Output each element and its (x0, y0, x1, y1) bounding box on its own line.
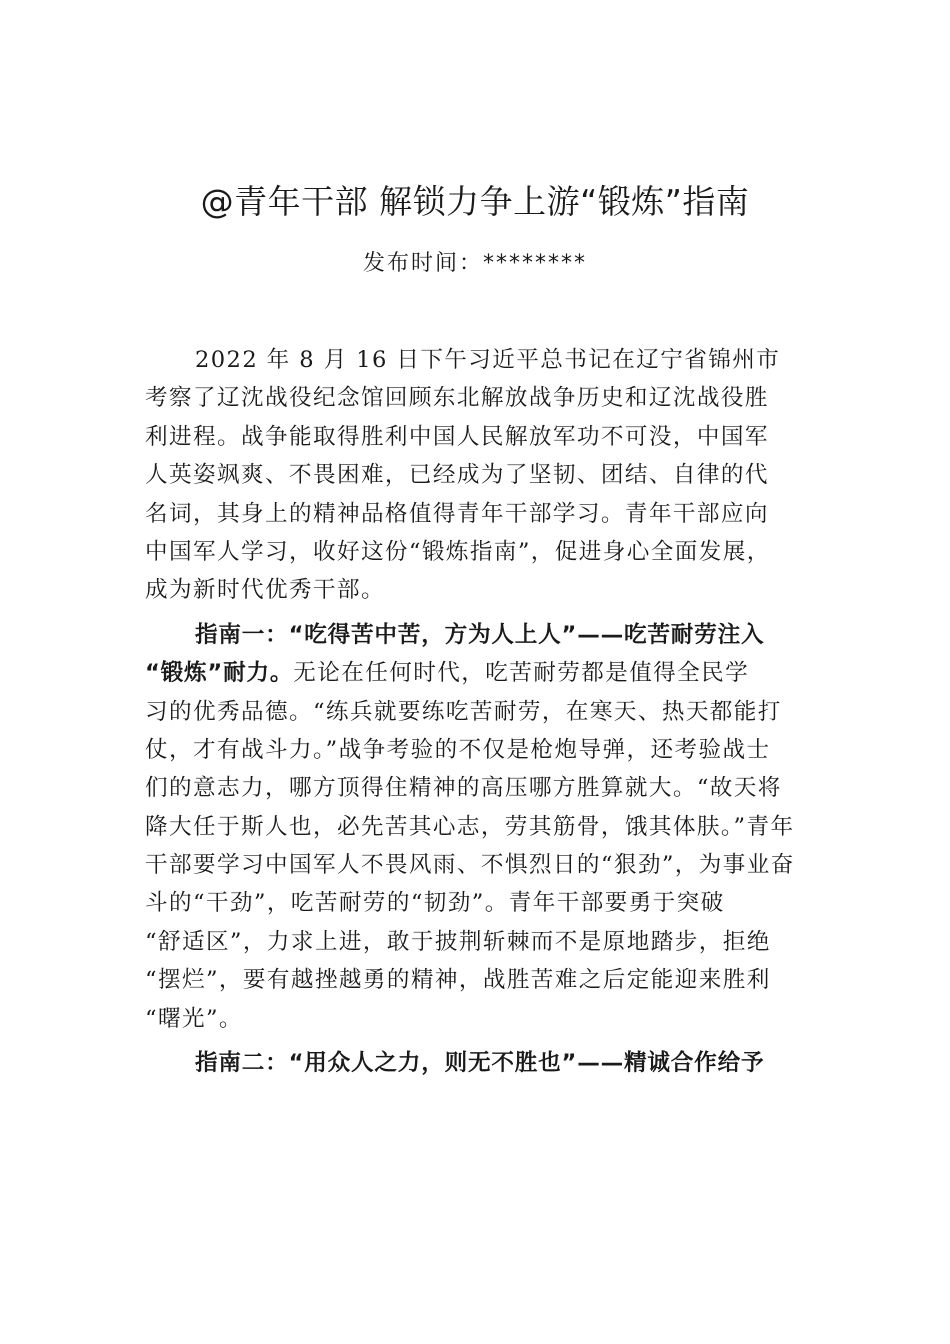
text-line: “舒适区”，力求上进，敢于披荆斩棘而不是原地踏步，拒绝 (145, 928, 771, 955)
paragraph-guide-two (145, 1044, 805, 1082)
text-line (145, 1044, 805, 1082)
text-line: 成为新时代优秀干部。 (145, 577, 385, 604)
text-line: 干部要学习中国军人不畏风雨、不惧烈日的“狠劲”，为事业奋 (145, 852, 795, 879)
guide-one-heading-end: “锻炼”耐力。 (145, 660, 294, 687)
text-line: 斗的“干劲”，吃苦耐劳的“韧劲”。青年干部要勇于突破 (145, 890, 725, 917)
guide-two-heading: 指南二：“用众人之力，则无不胜也”——精诚合作给予 (195, 1050, 765, 1077)
text-line: 利进程。战争能取得胜利中国人民解放军功不可没，中国军 (145, 423, 769, 450)
text-line: 们的意志力，哪方顶得住精神的高压哪方胜算就大。“故天将 (145, 775, 782, 802)
text-line: 名词，其身上的精神品格值得青年干部学习。青年干部应向 (145, 500, 769, 527)
paragraph-guide-one (145, 616, 805, 1038)
text-line: 习的优秀品德。“练兵就要练吃苦耐劳，在寒天、热天都能打 (145, 698, 782, 725)
text-line: 仗，才有战斗力。”战争考验的不仅是枪炮导弹，还考验战士 (145, 736, 771, 763)
text-line (145, 616, 805, 654)
text-line: 2022 年 8 月 16 日下午习近平总书记在辽宁省锦州市 (195, 347, 781, 373)
document-body (145, 341, 805, 1082)
text-line: 降大任于斯人也，必先苦其心志，劳其筋骨，饿其体肤。”青年 (145, 813, 795, 840)
text-line: “曙光”。 (145, 1005, 243, 1032)
publish-time: 发布时间：******** (362, 251, 587, 276)
text-line: “摆烂”，要有越挫越勇的精神，战胜苦难之后定能迎来胜利 (145, 967, 771, 994)
text-line: 中国军人学习，收好这份“锻炼指南”，促进身心全面发展， (145, 538, 771, 565)
guide-one-heading: 指南一：“吃得苦中苦，方为人上人”——吃苦耐劳注入 (195, 621, 765, 648)
text-line: 人英姿飒爽、不畏困难，已经成为了坚韧、团结、自律的代 (145, 462, 769, 489)
document-title: @青年干部 解锁力争上游“锻炼”指南 (200, 182, 750, 221)
text-line: 考察了辽沈战役纪念馆回顾东北解放战争历史和辽沈战役胜 (145, 385, 769, 412)
paragraph-intro (145, 341, 805, 610)
guide-one-text-start: 无论在任何时代，吃苦耐劳都是值得全民学 (293, 660, 750, 687)
text-line (145, 654, 805, 692)
